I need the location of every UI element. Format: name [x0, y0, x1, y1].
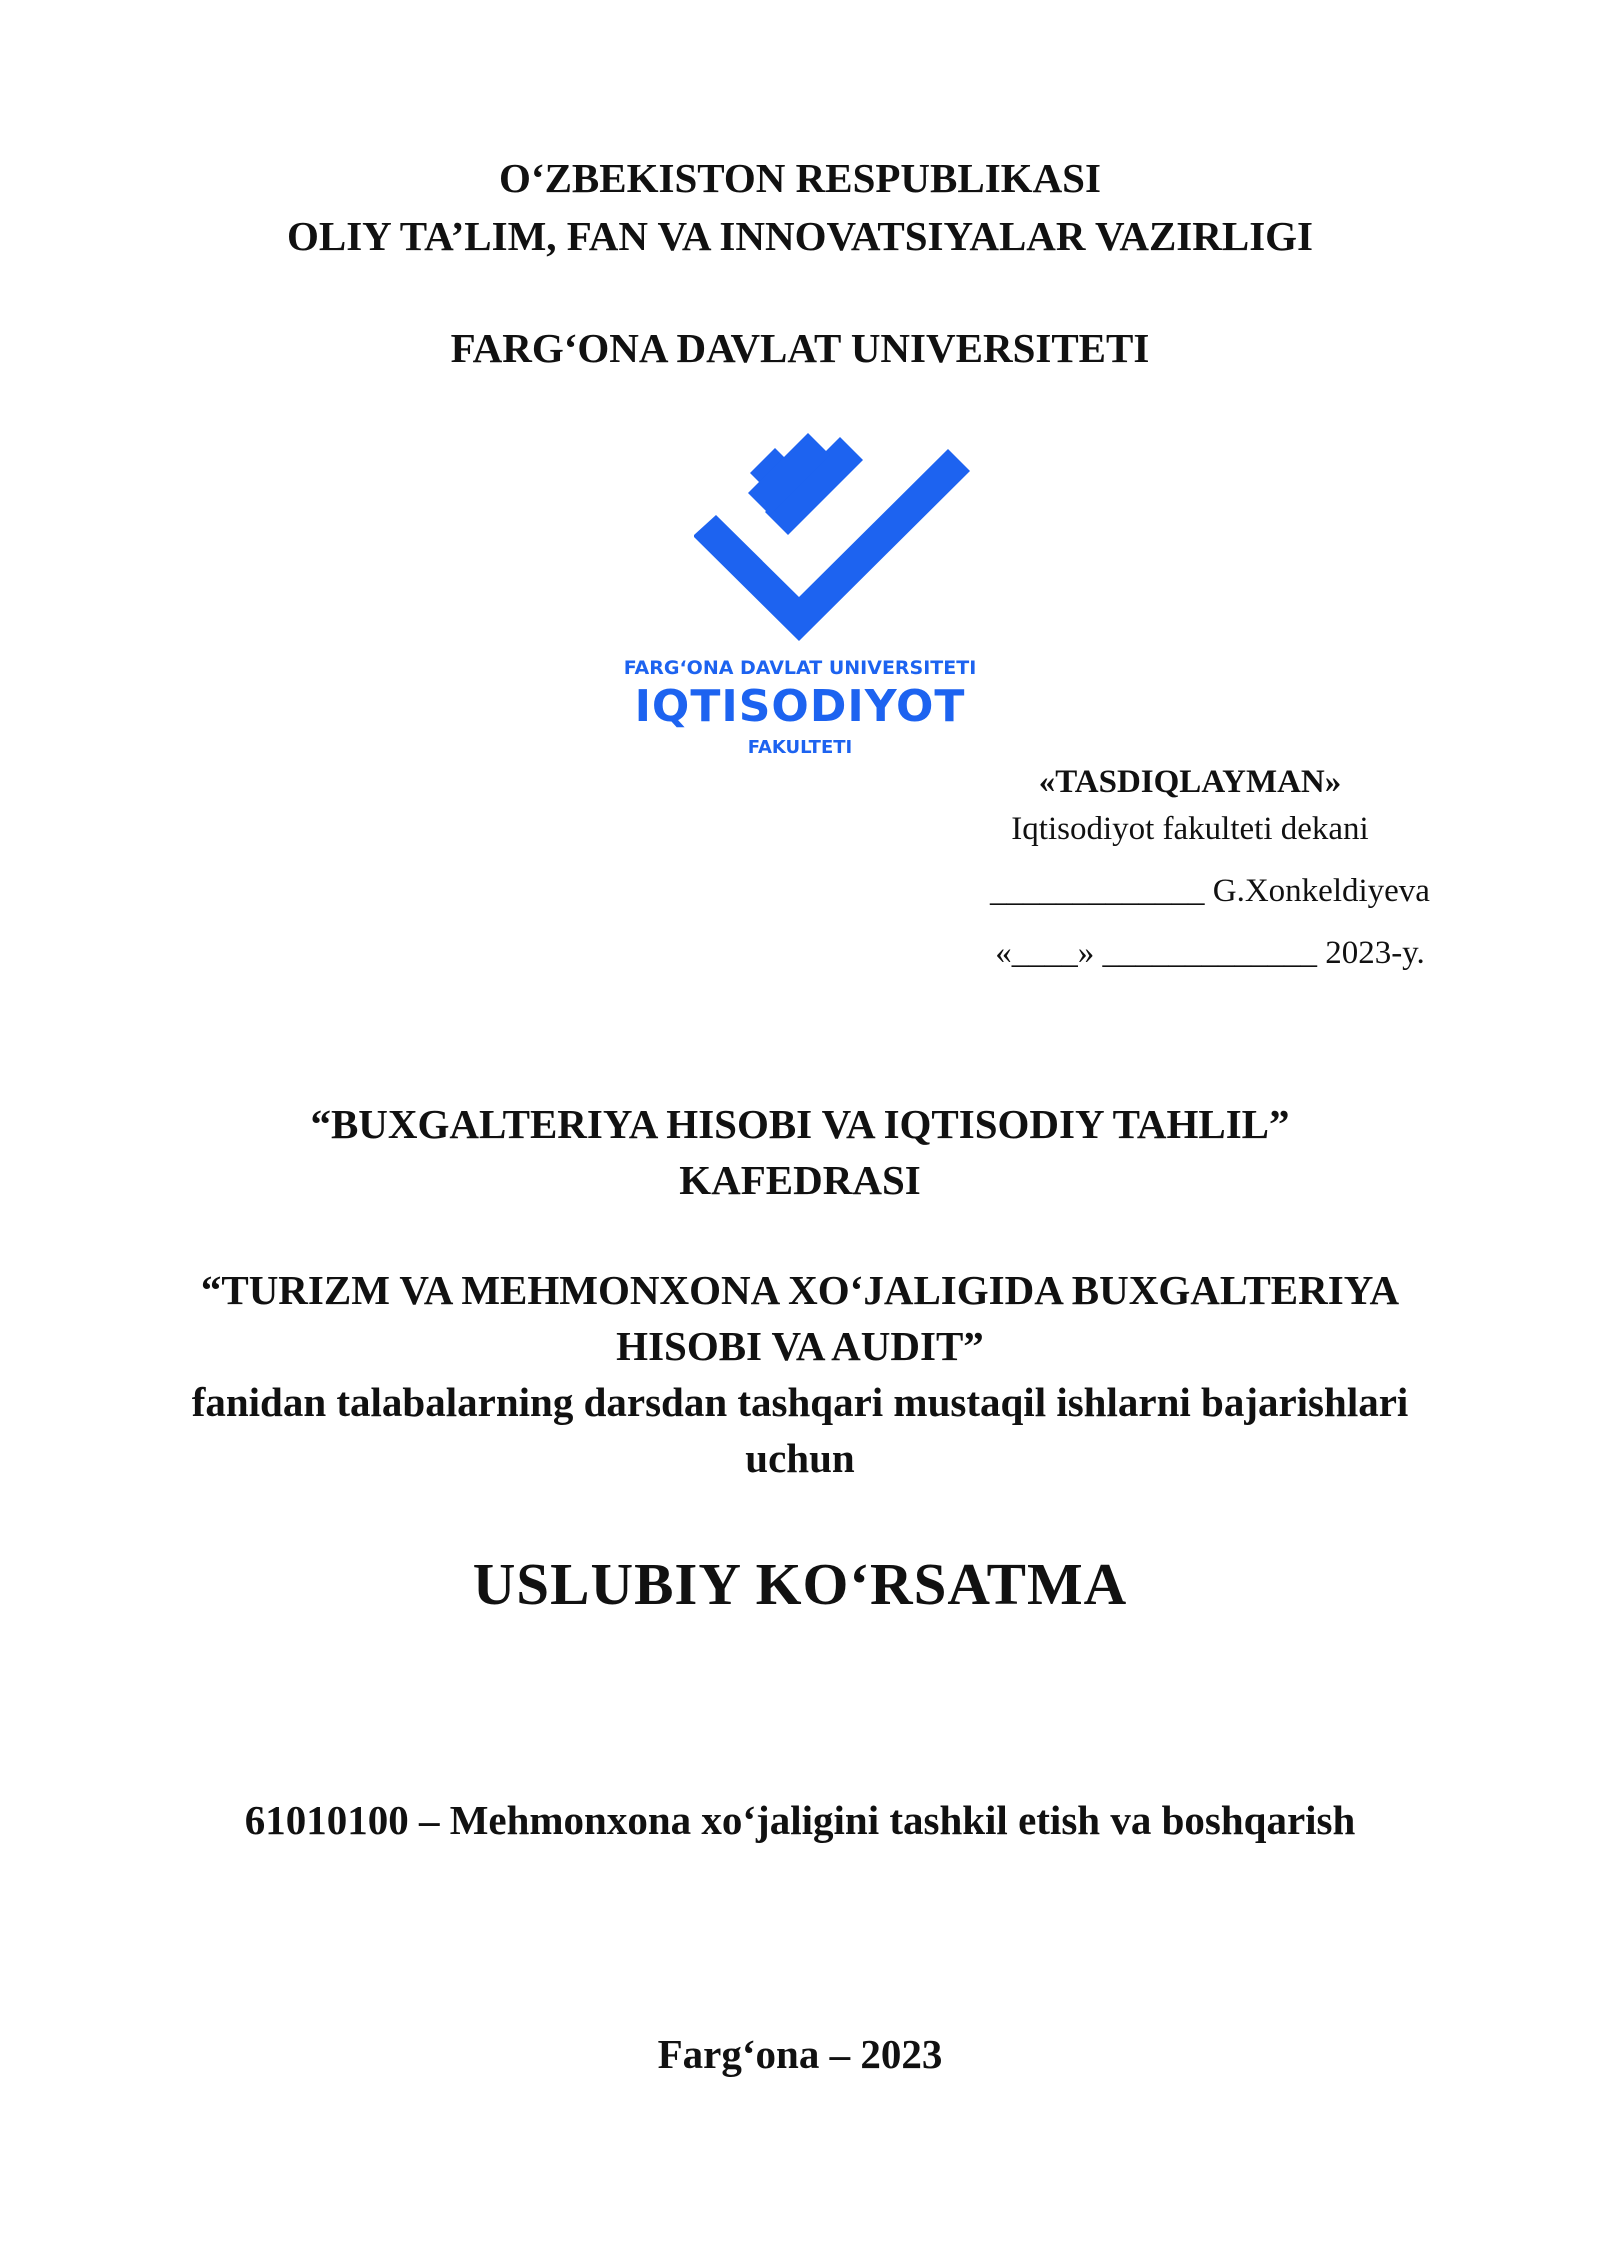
- ministry-line-1: O‘ZBEKISTON RESPUBLIKASI: [499, 155, 1101, 201]
- approval-date: «____» _____________ 2023-y.: [995, 935, 1425, 971]
- subject-line-4: uchun: [745, 1435, 855, 1481]
- subject-line-3: fanidan talabalarning darsdan tashqari mustaqil ishlarni bajarishlari: [191, 1379, 1409, 1425]
- document-title: USLUBIY KO‘RSATMA: [472, 1551, 1128, 1617]
- subject-line-1: “TURIZM VA MEHMONXONA XO‘JALIGIDA BUXGALTERIYA: [200, 1267, 1400, 1313]
- subject-line-2: HISOBI VA AUDIT”: [616, 1323, 984, 1369]
- logo-faculty-text: IQTISODIYOT: [634, 681, 966, 732]
- logo-faculty-sub-text: FAKULTETI: [747, 737, 853, 758]
- ministry-line-2: OLIY TA’LIM, FAN VA INNOVATSIYALAR VAZIRLIGI: [286, 213, 1314, 259]
- approval-signature: _____________ G.Xonkeldiyeva: [990, 873, 1430, 909]
- logo-university-text: FARG‘ONA DAVLAT UNIVERSITETI: [623, 657, 977, 679]
- kafedra-line-1: “BUXGALTERIYA HISOBI VA IQTISODIY TAHLIL”: [310, 1101, 1290, 1147]
- kafedra-line-2: KAFEDRASI: [679, 1157, 921, 1203]
- checkmark-logo-icon: [600, 425, 1000, 645]
- approval-title: «TASDIQLAYMAN»: [1038, 764, 1342, 800]
- place-and-year: Farg‘ona – 2023: [657, 2031, 943, 2077]
- specialty-code: 61010100 – Mehmonxona xo‘jaligini tashkil etish va boshqarish: [244, 1797, 1356, 1843]
- faculty-logo: [600, 425, 1000, 765]
- approval-position: Iqtisodiyot fakulteti dekani: [1011, 811, 1369, 847]
- university-name: FARG‘ONA DAVLAT UNIVERSITETI: [450, 325, 1150, 371]
